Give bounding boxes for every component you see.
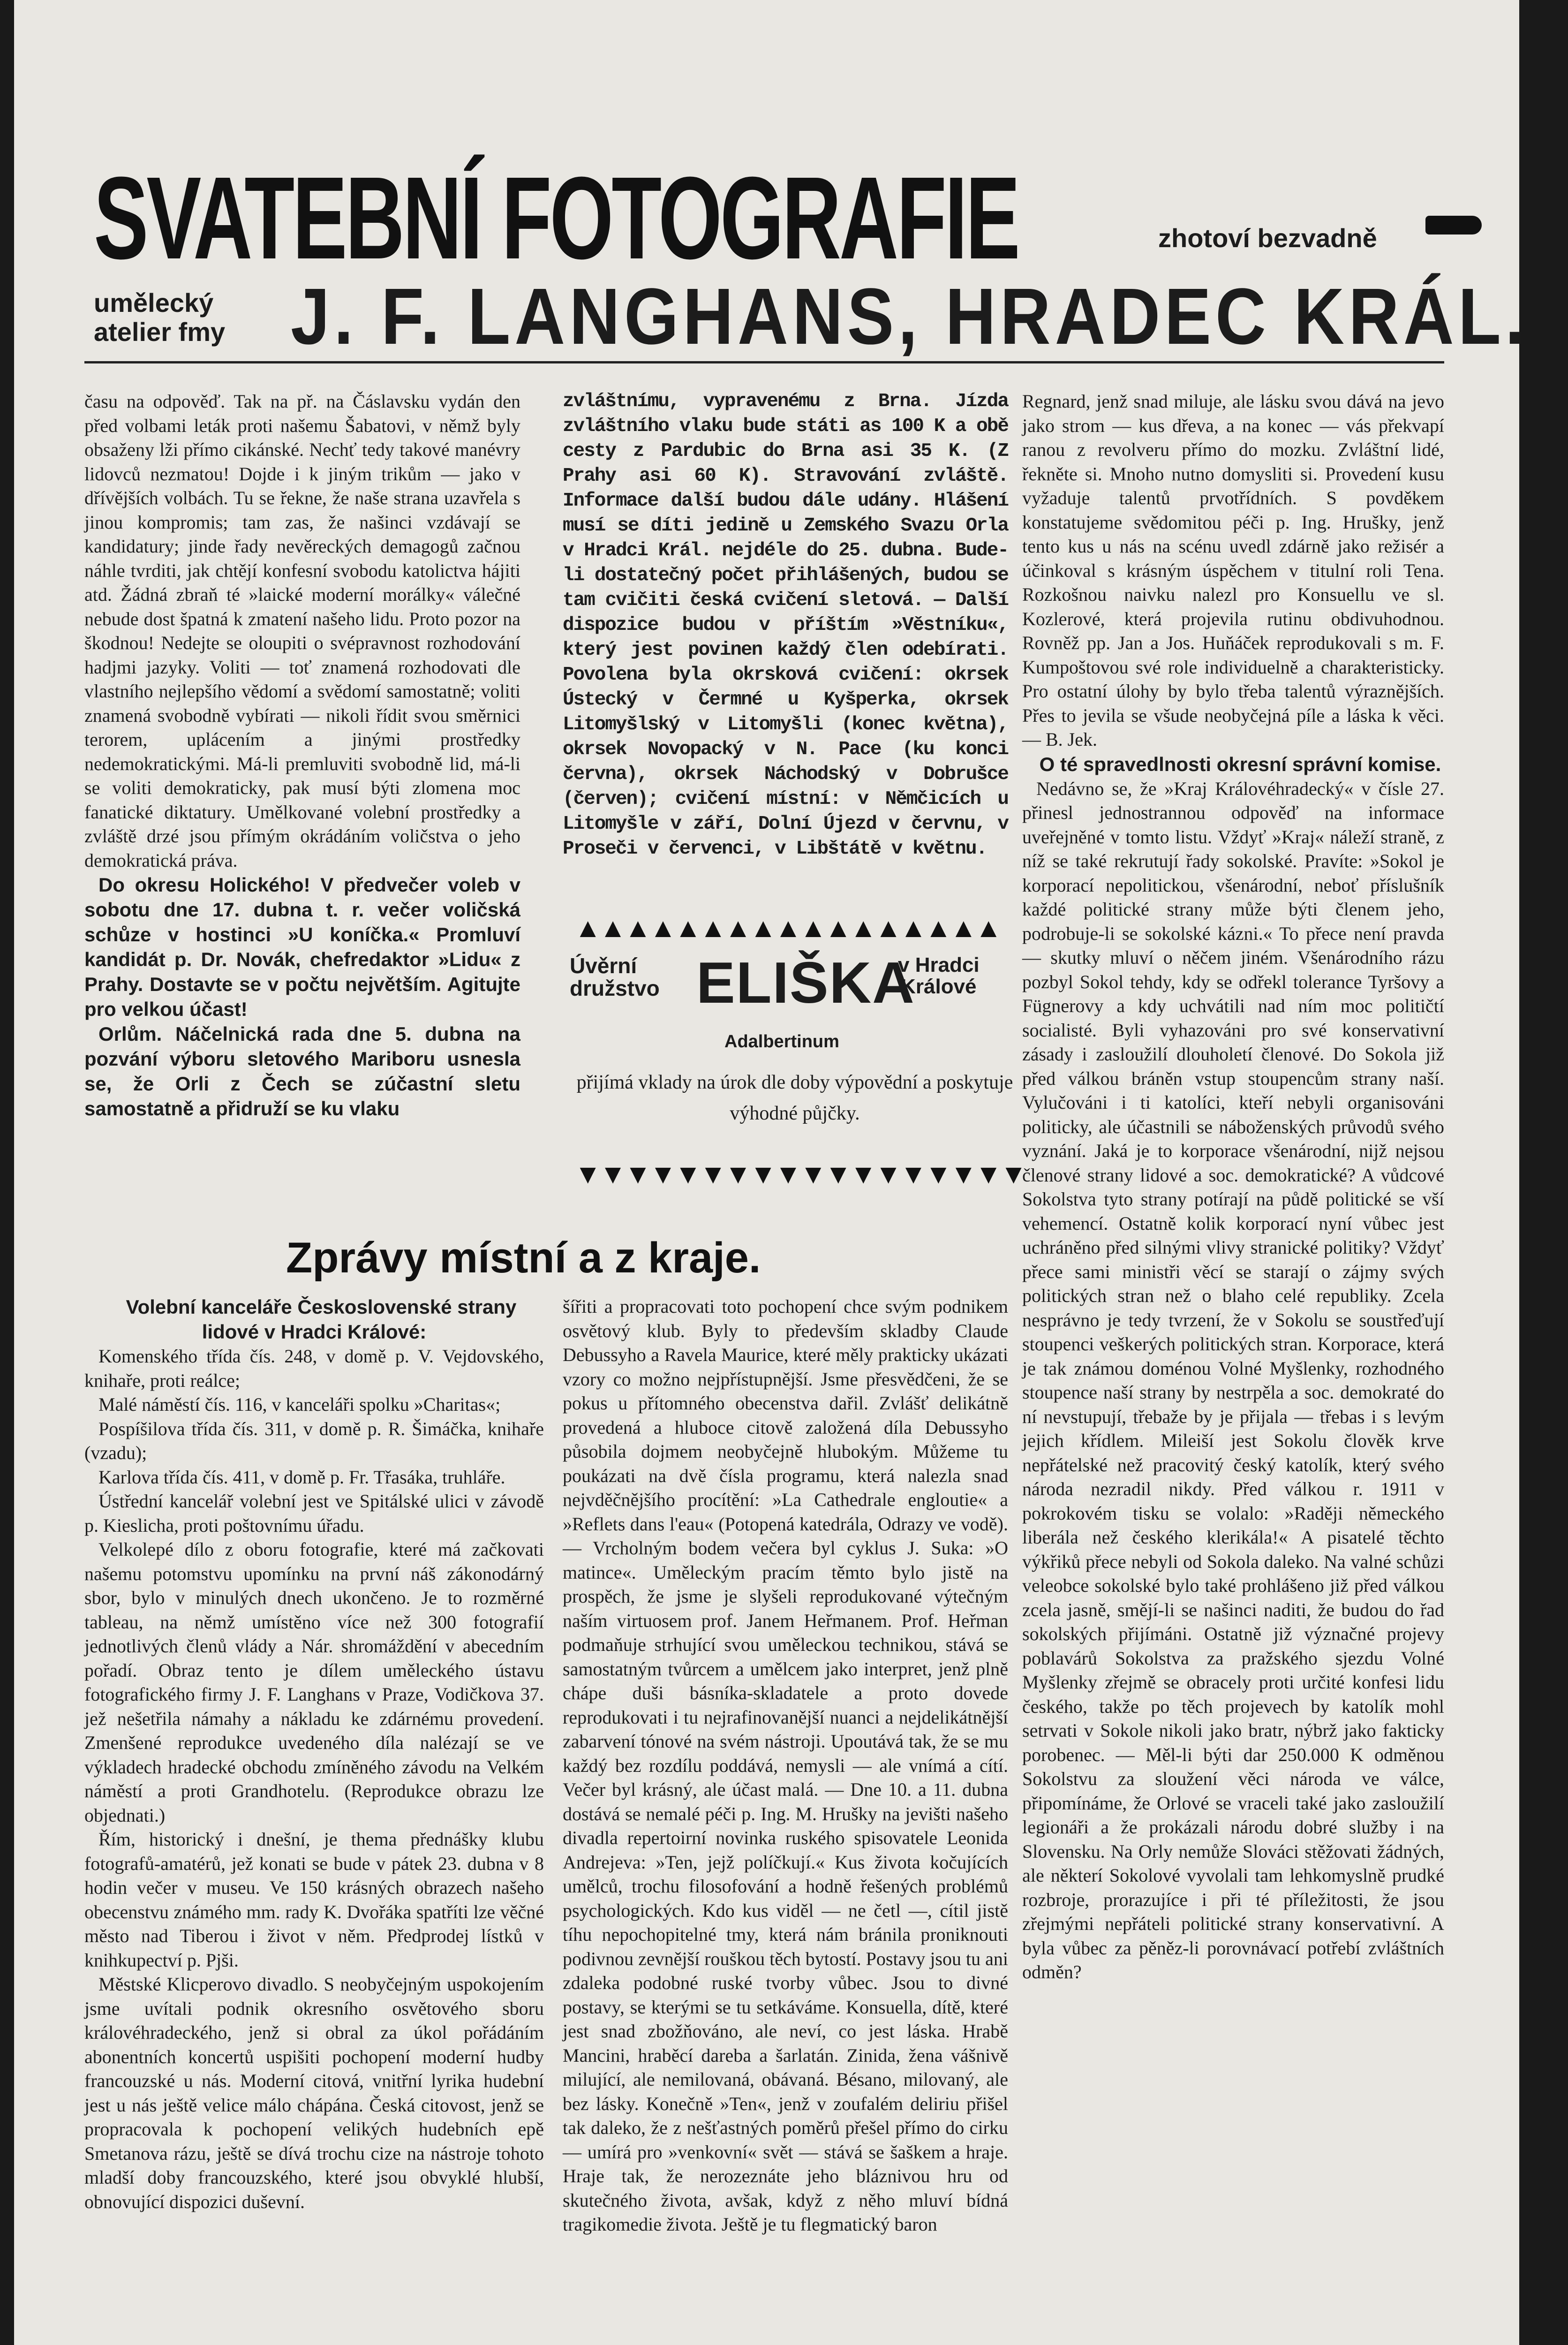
wedding-photo-ad [66,122,1529,361]
paragraph: šířiti a propracovati toto pochopení chce svým podnikem osvětový klub. Byly to především skladby Claude Debussyho a Ravela Maurice, které měly prakticky ukázati vzory co možno nejpřístupnější. Jsme přesvědčeni, že se pokus u přítomného obecenstva dařil. Zvlášť delikátně provedená a hluboce citově založená díla Debussyho působila dojmem neobyčejně hlubokým. Můžeme tu poukázati na dvě čísla programu, která nalezla snad nejvděčnějšího procítění: »La Cathedrale engloutie« a »Reflets dans l'eau« (Potopená katedrála, Odrazy ve vodě). — Vrcholným bodem večera byl cyklus J. Suka: »O matince«. Uměleckým pracím těmto bylo jistě na prospěch, že jsme je slyšeli reprodukované výtečným naším virtuosem prof. Janem Heřmanem. Prof. Heřman podmaňuje strhující svou uměleckou technikou, stává se samostatným tvůrcem a umělcem jako interpret, jenž plně chápe duši básníka-skladatele a proto dovede reprodukovati i tu nejrafinovanější nuanci a nejdelikátnější zabarvení tónové na svém nástroji. Upoutává tak, že se mu každý bez rozdílu poddává, nemysli — ale vnímá a cítí. Večer byl krásný, ale účast malá. — Dne 10. a 11. dubna dostává se nemalé péči p. Ing. M. Hrušky na jevišti našeho divadla repertoirní novinka ruského spisovatele Leonida Andrejeva: »Ten, jejž políčkují.« Kus života kočujících umělců, trochu filosofování a hodně řešených problémů psychologických. Kdo kus viděl — ne četl —, cítil jistě tíhu nepochopitelné tmy, která nám bránila proniknouti podivnou zevnější rouškou těch bytostí. Postavy jsou tu ani zdaleka podobné ruské tvorby vůbec. Jsou to divné postavy, se kterými se tu setkáváme. Konsuella, dítě, které jest snad zbožňováno, ale neví, co jest láska. Hrabě Mancini, hraběcí dareba a šarlatán. Zinida, žena vášnivě milující, ale nemilovaná, obávaná. Bésano, milovaný, ale bez lásky. Konečně »Ten«, jenž v zoufalém deliriu přišel tak daleko, že z nešťastných poměrů přešel přímo do cirku — umírá pro »venkovní« svět — stává se šaškem a hraje. Hraje tak, že nerozeznáte jeho bláznivou hru od skutečného života, avšak, když z něho mluví bídná tragikomedie života. Ještě je tu flegmatický baron [563,1296,1008,2235]
paragraph: Městské Klicperovo divadlo. S neobyčejným uspokojením jsme uvítali podnik okresního osvětového sboru královéhradeckého, jenž si obral za úkol pořádáním abonentních koncertů uspišiti pochopení moderní hudby francouzské u nás. Moderní citová, vnitřní lyrika hudební jest u nás ještě velice málo chápána. Česká citovost, jenž se propracovala k pochopení velikých hudebních epě Smetanova rázu, ještě se dívá trochu cize na nástroje tohoto mladší doby francouzského, které jsou obvyklé hlubší, obnovující dispozici duševní. [84,1974,544,2212]
section-title: Zprávy místní a z kraje. [286,1234,761,1282]
column-2-top [563,389,1008,905]
bank-street: Adalbertinum [724,1032,839,1051]
paragraph: Do okresu Holického! V předvečer voleb v sobotu dne 17. dubna t. r. večer voličská schůze v hostinci »U koníčka.« Promluví kandidát p. Dr. Novák, chefredaktor »Lidu« z Prahy. Dostavte se v počtu největším. Agitujte pro velkou účast! [84,874,520,1020]
column-1-top [84,389,520,1205]
ad-studio-name: J. F. LANGHANS, HRADEC KRÁL. [291,272,1529,361]
paragraph: Velkolepé dílo z oboru fotografie, které má začkovati našemu potomstvu upomínku na první náš zákonodárný sbor, bylo v minulých dnech ukončeno. Je to rozměrné tableau, na němž umístěno více než 300 fotografií jednotlivých členů vlády a Nár. shromáždění v abecedním pořadí. Obraz tento je dílem uměleckého ústavu fotografického firmy J. F. Langhans v Praze, Vodičkova 37. jež nešetřila námahy a nákladu ke zdárnému provedení. Zmenšené reprodukce uvedeného díla nalézají se ve výkladech hradecké obchodu zmíněného závodu na Velkém náměstí a proti Grandhotelu. (Reprodukce obrazu lze objednati.) [84,1539,544,1826]
list-item: Karlova třída čís. 411, v domě p. Fr. Třasáka, truhláře. [98,1466,505,1488]
article-heading: O té spravedlnosti okresní správní komise. [1039,753,1441,775]
ad-title: SVATEBNÍ FOTOGRAFIE [94,152,1018,283]
column-2-bottom [563,1294,1008,2345]
bank-name: ELIŠKA [696,951,915,1015]
column-1-bottom [84,1294,544,2345]
bank-ad [570,951,1039,1170]
bank-text: přijímá vklady na úrok dle doby výpovědní a poskytuje výhodné půjčky. [576,1072,1013,1124]
paragraph: zvláštnímu, vypravenému z Brna. Jízda zvláštního vlaku bude státi as 100 K a obě cesty z Pardubic do Brna asi 35 K. (Z Prahy asi 60 K). Stravování zvláště. Informace další budou dále udány. Hlášení musí se díti jedině u Zemského Svazu Orla v Hradci Král. nejdéle do 25. dubna. Bude-li dostatečný počet přihlášených, budou se tam cvičiti česká cvičení sletová. — Další dispozice budou v příštím »Věstníku«, který jest povinen každý člen odebírati. Povolena byla okrsková cvičení: okrsek Ústecký v Čermné u Kyšperka, okrsek Litomyšlský v Litomyšli (konec května), okrsek Novopacký v N. Pace (ku konci června), okrsek Náchodský v Dobrušce (červen); cvičení místní: v Němčicích u Litomyšle v září, Dolní Újezd v červnu, v Proseči v červenci, v Libštátě v květnu. [563,391,1008,860]
triangle-border-bottom: ▼▼▼▼▼▼▼▼▼▼▼▼▼▼▼▼▼▼ [574,1159,1025,1189]
triangle-border-top: ▲▲▲▲▲▲▲▲▲▲▲▲▲▲▲▲▲ [574,913,1000,943]
column-3-top [1022,389,1444,1982]
paragraph: Regnard, jenž snad miluje, ale lásku svou dává na jevo jako strom — kus dřeva, a na konec — vás překvapí ranou z revolveru přímo do mozku. Zvláštní lidé, řekněte si. Mnoho nutno domysliti si. Provedení kusu vyžaduje talentů prvotřídních. S povděkem konstatujeme svědomitou péči p. Ing. Hrušky, jenž tento kus u nás na scénu uvedl zdárně jako režisér a účinkoval s krásným úspěchem v titulní roli Tena. Rozkošnou naivku nalezl pro Konsuellu ve sl. Kozlerové, která projevila rutinu obdivuhodnou. Rovněž pp. Jan a Jos. Huňáček reprodukovali s m. F. Kumpoštovou své role individuelně a charakteristicky. Pro ostatní úlohy by bylo třeba talentů výraznějších. Přes to jevila se všude neobyčejná píle a láska k věci. — B. Jek. [1022,391,1444,750]
bank-place: v Hradci Králové [898,953,980,998]
pointing-hand-icon [1425,216,1482,234]
ad-studio-label: umělecký atelier fmy [94,288,226,347]
list-item: Malé náměstí čís. 116, v kanceláři spolku »Charitas«; [98,1394,501,1415]
newspaper-page [14,0,1529,2345]
ad-tagline: zhotoví bezvadně [1158,223,1377,253]
list-item: Komenského třída čís. 248, v domě p. V. Vejdovského, knihaře, proti reálce; [84,1346,544,1391]
paragraph: Ústřední kancelář volební jest ve Spitálské ulici v závodě p. Kieslicha, proti poštovnímu úřadu. [84,1490,544,1536]
top-divider [84,361,1444,363]
list-item: Pospíšilova třída čís. 311, v domě p. R. Šimáčka, knihaře (vzadu); [84,1418,544,1463]
paragraph: času na odpověď. Tak na př. na Čáslavsku vydán den před volbami leták proti našemu Šabatovi, v němž byly obsaženy lži přímo cikánské. Nechť tedy takové manévry lidovců nezmatou! Dojde i k jiným trikům — jako v dřívějších volbách. Tu se řekne, že naše strana uzavřela s jinou kompromis; tam zas, že našinci vzdávají se kandidatury; jinde řady nevěreckých demagogů začnou náhle tvrditi, jak chtějí konfesní svobodu katolictva hájiti atd. Žádná zbraň té »laické moderní morálky« válečné nebude dost špatná k zmatení našeho lidu. Proto pozor na škodnou! Nedejte se oloupiti o svépravnost rozhodování hadjmi jazyky. Voliti — toť znamená rozhodovati dle vlastního nejlepšího vědomí a svědomí samostatně; voliti znamená svobodně vybírati — nikoli řídit svou směrnici terorem, uplácením a jinými prostředky nedemokratickými. Má-li premluviti svobodně lid, má-li se voliti demokraticky, pak musí býti zlomena moc fanatické diktatury. Umělkované volební prostředky a zvláště drzé jsou přímým okrádáním voličstva o jeho demokratická práva. [84,391,520,871]
bank-label: Úvěrní družstvo [570,953,660,1000]
article-heading: Volební kanceláře Československé strany lidové v Hradci Králové: [126,1296,517,1343]
paragraph: Orlům. Náčelnická rada dne 5. dubna na pozvání výboru sletového Mariboru usnesla se, že Orli z Čech se zúčastní sletu samostatně a přidruží se ku vlaku [84,1023,520,1120]
paragraph: Řím, historický i dnešní, je thema přednášky klubu fotografů-amatérů, jež konati se bude v pátek 23. dubna v 8 hodin večer v museu. Ve 150 krásných obrazech našeho obecenstvu známého mm. rady K. Dvořáka spatříti lze věčné město nad Tiberou i život v něm. Předprodej lístků v knihkupectví p. Pjši. [84,1829,544,1971]
paragraph: Nedávno se, že »Kraj Královéhradecký« v čísle 27. přinesl jednostrannou odpověď na informace uveřejněné v tomto listu. Vždyť »Kraj« náleží straně, z níž se také rekrutují řady sokolské. Pravíte: »Sokol je korporací nepolitickou, všenárodní, neboť příslušník každé politické strany může býti členem jeho, podrobuje-li se sokolské kázni.« To přece není pravda — skutky mluví o něčem jiném. Všenárodního rázu pozbyl Sokol tehdy, kdy se odřekl tolerance Tyršovy a Fügnerovy a kdy uchvátili nad ním moc političtí socialisté. Byli vyhazováni pro své konservativní zásady i zasloužilí dlouholetí členové. Do Sokola již před válkou bráněn vstup stoupencům strany naší. Vylučováni i ti katolíci, kteří nebyli organisováni politicky, ale účastnili se náboženských průvodů svého vyznání. Jaká je to korporace všenárodní, nijž nejsou členové strany lidové a soc. demokratické? A vůdcové Sokolstva tyto strany potírají na půdě politické se vší vehemencí. Ostatně kolik korporací nyní vůbec jest uchráněno před silnými vlivy stranické politiky? Vždyť přece sami ministři věcí se starají o zájmy svých politických stran než o blaho celé republiky. Zcela nesprávno je tedy tvrzení, že v Sokolu se soustřeďují stoupenci veškerých politických stran. Korporace, která je tak známou doménou Volné Myšlenky, rozhodného stoupence naší strany by nestrpěla a soc. demokraté do ní nevstupují, třebaže by je přijala — třebas i s levým jejich křídlem. Mileiší jest Sokolu člověk krve nepřátelské než pracovitý český katolík, který svého národa nezradil nikdy. Před válkou r. 1911 v pokrokovém tisku se volalo: »Raději německého liberála než českého klerikála!« A pisatelé těchto výkřiků přece nebyli od Sokola daleko. Na valné schůzi veleobce sokolské bylo také prohlášeno již před válkou zcela jasně, smějí-li se našinci naditi, že budou do řad sokolských přijímáni. Ostatně již význačné projevy poblavárů Sokolstva za pražského sjezdu Volné Myšlenky zřejmě se obracely proti určité konfesi lidu českého, takže po těch projevech by katolík mohl setrvati v Sokole nikoli jako bratr, nýbrž jako fakticky porobenec. — Měl-li býti dar 250.000 K odměnou Sokolstvu za sloužení věci národa ve válce, připomínáme, že Orlové se vraceli také jako zasloužilí legionáři a že prokázali národu dobré služby i na Slovensku. Na Orly nemůže Slováci stěžovati žádných, ale některí Sokolové vyvolali tam lehkomyslně prudké rozbroje, prorazujíce i při té příležitosti, že jsou zřejmými nepřáteli politické strany konservativní. A byla vůbec za pěněz-li porovnávací potřebí zvláštních odměn? [1022,778,1444,1982]
